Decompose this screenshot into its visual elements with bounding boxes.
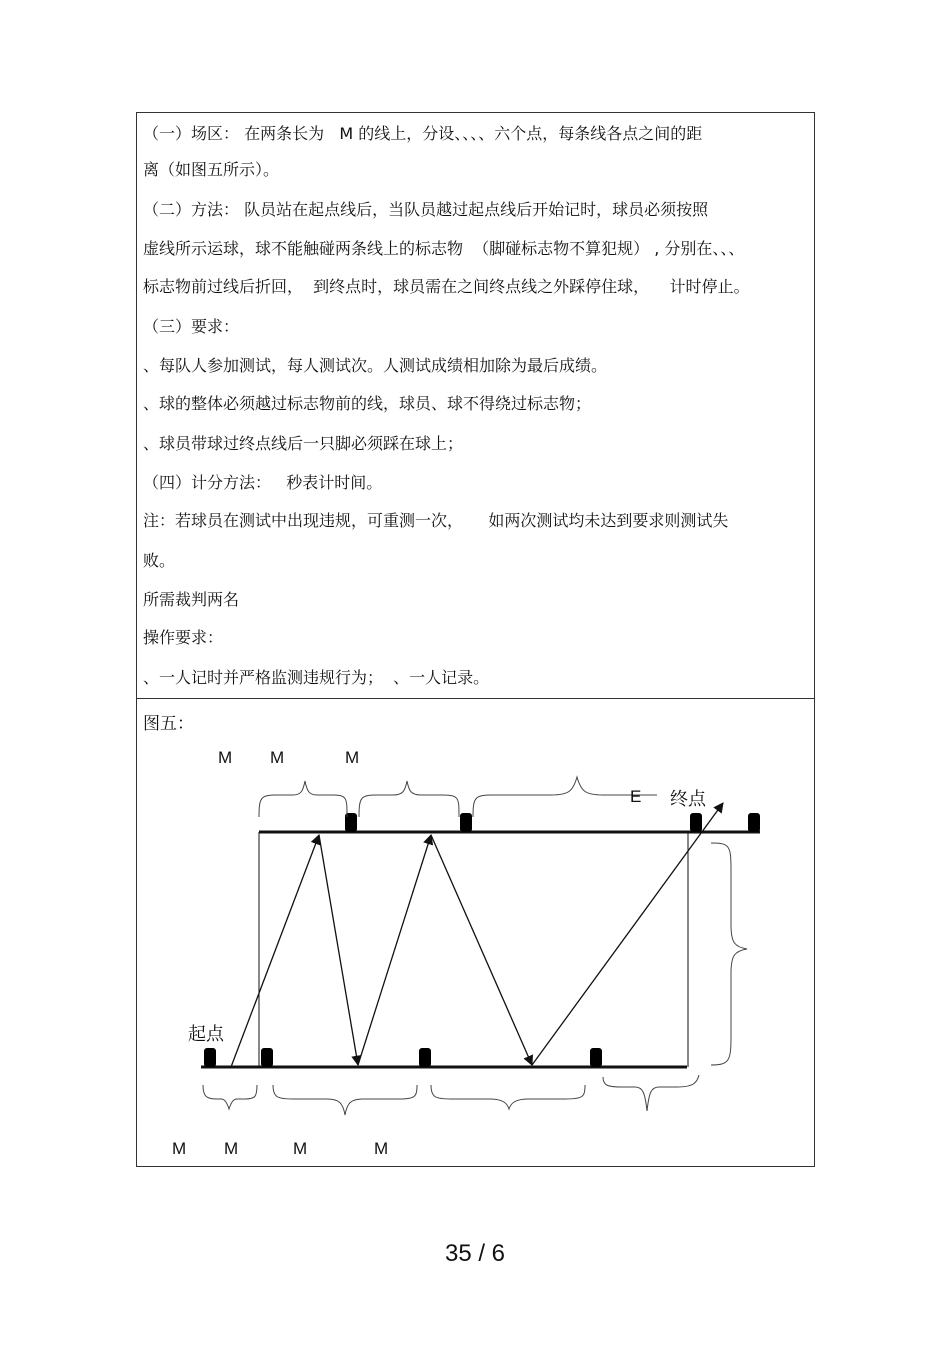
- text-line: 虚线所示运球，球不能触碰两条线上的标志物 （脚碰标志物不算犯规） , 分别在、、、: [143, 239, 745, 258]
- text-line: 标志物前过线后折回， 到终点时，球员需在之间终点线之外踩停住球， 计时停止。: [143, 277, 750, 296]
- end-letter: E: [630, 787, 642, 806]
- distance-label: M: [345, 748, 360, 767]
- field-diagram: [137, 699, 814, 1166]
- marker-cone: [204, 1048, 216, 1067]
- distance-label: M: [218, 748, 233, 767]
- text-line: 注：若球员在测试中出现违规，可重测一次， 如两次测试均未达到要求则测试失: [143, 511, 729, 530]
- distance-label: M: [293, 1139, 308, 1158]
- figure-box: [136, 698, 815, 1167]
- marker-cone: [690, 813, 702, 832]
- marker-cone: [261, 1048, 273, 1067]
- top-brace: [259, 781, 347, 817]
- path-arrow: [431, 835, 532, 1065]
- top-brace: [359, 781, 459, 817]
- distance-label: M: [224, 1139, 239, 1158]
- text-line: 、一人记时并严格监测违规行为； 、一人记录。: [143, 668, 490, 687]
- right-brace: [711, 843, 747, 1065]
- text-line: （一）场区： 在两条长为 M 的线上，分设、、、、六个点，每条线各点之间的距: [143, 124, 703, 143]
- instructions-box: [136, 112, 815, 699]
- page-number: 35 / 6: [444, 1240, 506, 1267]
- text-line: 、球员带球过终点线后一只脚必须踩在球上；: [143, 434, 464, 453]
- distance-label: M: [172, 1139, 187, 1158]
- path-arrow: [358, 835, 431, 1065]
- distance-label: M: [270, 748, 285, 767]
- bottom-brace: [273, 1085, 417, 1115]
- text-line: 离（如图五所示）。: [143, 160, 280, 179]
- bottom-brace: [203, 1085, 257, 1109]
- start-label: 起点: [188, 1024, 224, 1045]
- text-line: （四）计分方法： 秒表计时间。: [143, 473, 383, 492]
- bottom-brace: [431, 1085, 585, 1109]
- text-line: 所需裁判两名: [143, 590, 240, 609]
- path-arrow: [532, 803, 723, 1065]
- figure-title: 图五：: [143, 714, 194, 734]
- text-line: （三）要求：: [143, 317, 240, 336]
- marker-cone: [748, 813, 760, 832]
- text-line: 、每队人参加测试，每人测试次。人测试成绩相加除为最后成绩。: [143, 356, 608, 375]
- text-line: 操作要求：: [143, 628, 224, 647]
- end-label: 终点: [670, 789, 706, 810]
- text-line: （二）方法： 队员站在起点线后，当队员越过起点线后开始记时，球员必须按照: [143, 200, 709, 219]
- path-arrow: [319, 835, 358, 1065]
- bottom-brace: [603, 1075, 699, 1111]
- text-line: 败。: [143, 551, 176, 570]
- marker-cone: [460, 813, 472, 832]
- marker-cone: [419, 1048, 431, 1067]
- text-line: 、球的整体必须越过标志物前的线，球员、球不得绕过标志物；: [143, 394, 592, 413]
- distance-label: M: [374, 1139, 389, 1158]
- path-arrow: [231, 835, 319, 1067]
- marker-cone: [590, 1048, 602, 1067]
